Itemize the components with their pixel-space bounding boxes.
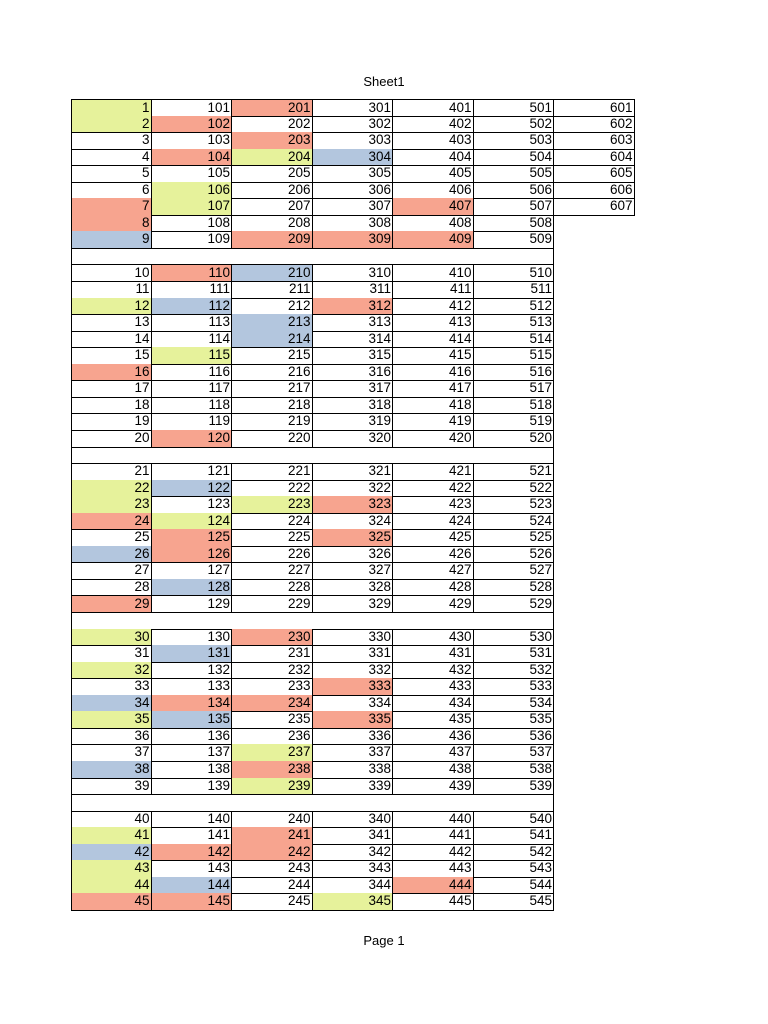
table-cell[interactable]: 118 xyxy=(152,397,233,415)
table-cell[interactable]: 534 xyxy=(474,695,555,713)
table-cell[interactable]: 28 xyxy=(71,579,152,597)
table-cell[interactable]: 241 xyxy=(232,827,313,845)
table-cell[interactable]: 320 xyxy=(313,430,394,448)
table-cell[interactable]: 17 xyxy=(71,380,152,398)
table-cell[interactable]: 30 xyxy=(71,629,152,647)
table-cell[interactable]: 45 xyxy=(71,893,152,911)
table-cell[interactable]: 24 xyxy=(71,513,152,531)
table-cell[interactable]: 43 xyxy=(71,860,152,878)
table-cell[interactable]: 413 xyxy=(393,314,474,332)
table-cell[interactable]: 535 xyxy=(474,711,555,729)
table-cell[interactable]: 132 xyxy=(152,662,233,680)
table-cell[interactable]: 525 xyxy=(474,529,555,547)
table-cell[interactable]: 416 xyxy=(393,364,474,382)
table-cell[interactable]: 543 xyxy=(474,860,555,878)
table-cell[interactable]: 134 xyxy=(152,695,233,713)
table-cell[interactable]: 321 xyxy=(313,463,394,481)
table-cell[interactable]: 342 xyxy=(313,844,394,862)
table-cell[interactable]: 201 xyxy=(232,99,313,117)
table-cell[interactable]: 436 xyxy=(393,728,474,746)
table-cell[interactable]: 19 xyxy=(71,413,152,431)
table-cell[interactable]: 522 xyxy=(474,480,555,498)
table-cell[interactable]: 430 xyxy=(393,629,474,647)
table-cell[interactable]: 110 xyxy=(152,265,233,283)
table-cell[interactable]: 126 xyxy=(152,546,233,564)
table-cell[interactable]: 113 xyxy=(152,314,233,332)
table-cell[interactable]: 111 xyxy=(152,281,233,299)
table-cell[interactable]: 530 xyxy=(474,629,555,647)
table-cell[interactable]: 230 xyxy=(232,629,313,647)
table-cell[interactable]: 308 xyxy=(313,215,394,233)
table-cell[interactable]: 123 xyxy=(152,496,233,514)
table-cell[interactable]: 325 xyxy=(313,529,394,547)
table-cell[interactable]: 408 xyxy=(393,215,474,233)
table-cell[interactable]: 304 xyxy=(313,149,394,167)
table-cell[interactable]: 245 xyxy=(232,893,313,911)
table-cell[interactable]: 142 xyxy=(152,844,233,862)
table-cell[interactable]: 419 xyxy=(393,413,474,431)
table-cell[interactable]: 214 xyxy=(232,331,313,349)
table-cell[interactable]: 34 xyxy=(71,695,152,713)
table-cell[interactable]: 131 xyxy=(152,645,233,663)
table-cell[interactable]: 103 xyxy=(152,132,233,150)
table-cell[interactable]: 31 xyxy=(71,645,152,663)
table-cell[interactable]: 10 xyxy=(71,265,152,283)
table-cell[interactable]: 405 xyxy=(393,165,474,183)
table-cell[interactable]: 602 xyxy=(554,116,635,134)
table-cell[interactable]: 41 xyxy=(71,827,152,845)
table-cell[interactable]: 237 xyxy=(232,744,313,762)
table-cell[interactable]: 127 xyxy=(152,562,233,580)
table-cell[interactable]: 16 xyxy=(71,364,152,382)
table-cell[interactable]: 27 xyxy=(71,562,152,580)
table-cell[interactable]: 541 xyxy=(474,827,555,845)
table-cell[interactable]: 125 xyxy=(152,529,233,547)
table-cell[interactable]: 310 xyxy=(313,265,394,283)
table-cell[interactable]: 244 xyxy=(232,877,313,895)
table-cell[interactable]: 205 xyxy=(232,165,313,183)
table-cell[interactable]: 301 xyxy=(313,99,394,117)
table-cell[interactable]: 335 xyxy=(313,711,394,729)
table-cell[interactable]: 219 xyxy=(232,413,313,431)
table-cell[interactable]: 29 xyxy=(71,596,152,614)
table-cell[interactable]: 305 xyxy=(313,165,394,183)
table-cell[interactable]: 130 xyxy=(152,629,233,647)
table-cell[interactable]: 314 xyxy=(313,331,394,349)
table-cell[interactable]: 209 xyxy=(232,231,313,249)
table-cell[interactable]: 39 xyxy=(71,778,152,796)
table-cell[interactable]: 322 xyxy=(313,480,394,498)
table-cell[interactable]: 3 xyxy=(71,132,152,150)
table-cell[interactable]: 5 xyxy=(71,165,152,183)
table-cell[interactable]: 6 xyxy=(71,182,152,200)
page-label: Page 1 xyxy=(363,933,405,948)
table-cell[interactable]: 317 xyxy=(313,380,394,398)
blank-row xyxy=(71,447,554,465)
table-cell[interactable]: 606 xyxy=(554,182,635,200)
table-cell[interactable]: 124 xyxy=(152,513,233,531)
table-cell[interactable]: 443 xyxy=(393,860,474,878)
table-cell[interactable]: 326 xyxy=(313,546,394,564)
table-cell[interactable]: 518 xyxy=(474,397,555,415)
table-cell[interactable]: 117 xyxy=(152,380,233,398)
table-cell[interactable]: 513 xyxy=(474,314,555,332)
table-cell[interactable]: 336 xyxy=(313,728,394,746)
table-cell[interactable]: 240 xyxy=(232,811,313,829)
blank-row xyxy=(71,794,554,812)
table-cell[interactable]: 433 xyxy=(393,678,474,696)
table-cell[interactable]: 539 xyxy=(474,778,555,796)
table-cell[interactable]: 339 xyxy=(313,778,394,796)
table-cell[interactable]: 341 xyxy=(313,827,394,845)
table-cell[interactable]: 242 xyxy=(232,844,313,862)
table-cell[interactable]: 509 xyxy=(474,231,555,249)
table-cell[interactable]: 221 xyxy=(232,463,313,481)
table-cell[interactable]: 135 xyxy=(152,711,233,729)
table-cell[interactable]: 607 xyxy=(554,198,635,216)
table-cell[interactable]: 544 xyxy=(474,877,555,895)
table-cell[interactable]: 1 xyxy=(71,99,152,117)
table-cell[interactable]: 312 xyxy=(313,298,394,316)
table-cell[interactable]: 328 xyxy=(313,579,394,597)
table-cell[interactable]: 511 xyxy=(474,281,555,299)
table-cell[interactable]: 18 xyxy=(71,397,152,415)
blank-row xyxy=(71,612,554,630)
table-cell[interactable]: 101 xyxy=(152,99,233,117)
table-cell[interactable]: 102 xyxy=(152,116,233,134)
table-cell[interactable]: 332 xyxy=(313,662,394,680)
table-cell[interactable]: 435 xyxy=(393,711,474,729)
table-cell[interactable]: 425 xyxy=(393,529,474,547)
table-cell[interactable]: 15 xyxy=(71,347,152,365)
table-cell[interactable]: 508 xyxy=(474,215,555,233)
table-cell[interactable]: 9 xyxy=(71,231,152,249)
table-cell[interactable]: 517 xyxy=(474,380,555,398)
table-cell[interactable]: 344 xyxy=(313,877,394,895)
table-cell[interactable]: 406 xyxy=(393,182,474,200)
table-cell[interactable]: 528 xyxy=(474,579,555,597)
table-cell[interactable]: 427 xyxy=(393,562,474,580)
table-cell[interactable]: 114 xyxy=(152,331,233,349)
table-cell[interactable]: 212 xyxy=(232,298,313,316)
table-cell[interactable]: 136 xyxy=(152,728,233,746)
table-cell[interactable]: 226 xyxy=(232,546,313,564)
table-cell[interactable]: 418 xyxy=(393,397,474,415)
table-cell[interactable]: 424 xyxy=(393,513,474,531)
table-cell[interactable]: 215 xyxy=(232,347,313,365)
table-cell[interactable]: 224 xyxy=(232,513,313,531)
table-cell[interactable]: 32 xyxy=(71,662,152,680)
table-cell[interactable]: 116 xyxy=(152,364,233,382)
table-cell[interactable]: 501 xyxy=(474,99,555,117)
table-cell[interactable]: 204 xyxy=(232,149,313,167)
table-cell[interactable]: 109 xyxy=(152,231,233,249)
table-cell[interactable]: 533 xyxy=(474,678,555,696)
table-cell[interactable]: 216 xyxy=(232,364,313,382)
table-cell[interactable]: 521 xyxy=(474,463,555,481)
table-cell[interactable]: 333 xyxy=(313,678,394,696)
table-cell[interactable]: 211 xyxy=(232,281,313,299)
table-cell[interactable]: 112 xyxy=(152,298,233,316)
table-cell[interactable]: 105 xyxy=(152,165,233,183)
table-cell[interactable]: 129 xyxy=(152,596,233,614)
table-cell[interactable]: 315 xyxy=(313,347,394,365)
table-cell[interactable]: 222 xyxy=(232,480,313,498)
table-cell[interactable]: 338 xyxy=(313,761,394,779)
table-cell[interactable]: 14 xyxy=(71,331,152,349)
table-cell[interactable]: 115 xyxy=(152,347,233,365)
table-cell[interactable]: 426 xyxy=(393,546,474,564)
table-cell[interactable]: 42 xyxy=(71,844,152,862)
table-cell[interactable]: 12 xyxy=(71,298,152,316)
table-cell[interactable]: 316 xyxy=(313,364,394,382)
table-cell[interactable]: 25 xyxy=(71,529,152,547)
table-cell[interactable]: 439 xyxy=(393,778,474,796)
table-cell[interactable]: 415 xyxy=(393,347,474,365)
table-cell[interactable]: 229 xyxy=(232,596,313,614)
table-cell[interactable]: 233 xyxy=(232,678,313,696)
table-cell[interactable]: 38 xyxy=(71,761,152,779)
table-cell[interactable]: 524 xyxy=(474,513,555,531)
blank-row xyxy=(71,248,554,266)
table-cell[interactable]: 504 xyxy=(474,149,555,167)
table-cell[interactable]: 334 xyxy=(313,695,394,713)
table-cell[interactable]: 133 xyxy=(152,678,233,696)
table-cell[interactable]: 210 xyxy=(232,265,313,283)
table-cell[interactable]: 40 xyxy=(71,811,152,829)
table-cell[interactable]: 414 xyxy=(393,331,474,349)
table-cell[interactable]: 434 xyxy=(393,695,474,713)
table-cell[interactable]: 432 xyxy=(393,662,474,680)
table-cell[interactable]: 302 xyxy=(313,116,394,134)
table-cell[interactable]: 529 xyxy=(474,596,555,614)
table-cell[interactable]: 423 xyxy=(393,496,474,514)
table-cell[interactable]: 526 xyxy=(474,546,555,564)
table-cell[interactable]: 605 xyxy=(554,165,635,183)
table-cell[interactable]: 44 xyxy=(71,877,152,895)
spreadsheet-grid xyxy=(71,99,635,911)
table-cell[interactable]: 421 xyxy=(393,463,474,481)
table-cell[interactable]: 4 xyxy=(71,149,152,167)
table-cell[interactable]: 431 xyxy=(393,645,474,663)
table-cell[interactable]: 537 xyxy=(474,744,555,762)
table-cell[interactable]: 243 xyxy=(232,860,313,878)
table-cell[interactable]: 407 xyxy=(393,198,474,216)
table-cell[interactable]: 516 xyxy=(474,364,555,382)
table-cell[interactable]: 120 xyxy=(152,430,233,448)
table-cell[interactable]: 319 xyxy=(313,413,394,431)
table-cell[interactable]: 515 xyxy=(474,347,555,365)
table-cell[interactable]: 2 xyxy=(71,116,152,134)
table-cell[interactable]: 538 xyxy=(474,761,555,779)
table-cell[interactable]: 410 xyxy=(393,265,474,283)
table-cell[interactable]: 106 xyxy=(152,182,233,200)
table-cell[interactable]: 33 xyxy=(71,678,152,696)
table-cell[interactable]: 519 xyxy=(474,413,555,431)
table-cell[interactable]: 411 xyxy=(393,281,474,299)
table-cell[interactable]: 329 xyxy=(313,596,394,614)
table-cell[interactable]: 514 xyxy=(474,331,555,349)
table-cell[interactable]: 327 xyxy=(313,562,394,580)
table-cell[interactable]: 429 xyxy=(393,596,474,614)
table-cell[interactable]: 208 xyxy=(232,215,313,233)
table-cell[interactable]: 601 xyxy=(554,99,635,117)
sheet-title: Sheet1 xyxy=(363,74,405,89)
table-cell[interactable]: 119 xyxy=(152,413,233,431)
table-cell[interactable]: 438 xyxy=(393,761,474,779)
table-cell[interactable]: 331 xyxy=(313,645,394,663)
table-cell[interactable]: 239 xyxy=(232,778,313,796)
table-cell[interactable]: 234 xyxy=(232,695,313,713)
table-cell[interactable]: 422 xyxy=(393,480,474,498)
table-cell[interactable]: 7 xyxy=(71,198,152,216)
table-cell[interactable]: 506 xyxy=(474,182,555,200)
table-cell[interactable]: 437 xyxy=(393,744,474,762)
table-cell[interactable]: 502 xyxy=(474,116,555,134)
table-cell[interactable]: 203 xyxy=(232,132,313,150)
table-cell[interactable]: 21 xyxy=(71,463,152,481)
table-cell[interactable]: 401 xyxy=(393,99,474,117)
table-cell[interactable]: 503 xyxy=(474,132,555,150)
table-cell[interactable]: 318 xyxy=(313,397,394,415)
table-cell[interactable]: 217 xyxy=(232,380,313,398)
table-cell[interactable]: 403 xyxy=(393,132,474,150)
table-cell[interactable]: 306 xyxy=(313,182,394,200)
table-cell[interactable]: 409 xyxy=(393,231,474,249)
table-cell[interactable]: 144 xyxy=(152,877,233,895)
table-cell[interactable]: 225 xyxy=(232,529,313,547)
table-cell[interactable]: 143 xyxy=(152,860,233,878)
table-cell[interactable]: 202 xyxy=(232,116,313,134)
table-cell[interactable]: 140 xyxy=(152,811,233,829)
table-cell[interactable]: 122 xyxy=(152,480,233,498)
table-cell[interactable]: 420 xyxy=(393,430,474,448)
table-cell[interactable]: 309 xyxy=(313,231,394,249)
table-cell[interactable]: 441 xyxy=(393,827,474,845)
table-cell[interactable]: 107 xyxy=(152,198,233,216)
table-cell[interactable]: 532 xyxy=(474,662,555,680)
table-cell[interactable]: 404 xyxy=(393,149,474,167)
table-cell[interactable]: 505 xyxy=(474,165,555,183)
table-cell[interactable]: 121 xyxy=(152,463,233,481)
table-cell[interactable]: 603 xyxy=(554,132,635,150)
table-cell[interactable]: 527 xyxy=(474,562,555,580)
table-cell[interactable]: 11 xyxy=(71,281,152,299)
table-cell[interactable]: 207 xyxy=(232,198,313,216)
table-cell[interactable]: 540 xyxy=(474,811,555,829)
table-cell[interactable]: 445 xyxy=(393,893,474,911)
table-cell[interactable]: 141 xyxy=(152,827,233,845)
table-cell[interactable]: 228 xyxy=(232,579,313,597)
table-cell[interactable]: 236 xyxy=(232,728,313,746)
table-cell[interactable]: 417 xyxy=(393,380,474,398)
table-cell[interactable]: 220 xyxy=(232,430,313,448)
table-cell[interactable]: 303 xyxy=(313,132,394,150)
table-cell[interactable]: 345 xyxy=(313,893,394,911)
table-cell[interactable]: 307 xyxy=(313,198,394,216)
table-cell[interactable]: 536 xyxy=(474,728,555,746)
table-cell[interactable]: 235 xyxy=(232,711,313,729)
table-cell[interactable]: 37 xyxy=(71,744,152,762)
table-cell[interactable]: 324 xyxy=(313,513,394,531)
table-cell[interactable]: 311 xyxy=(313,281,394,299)
table-cell[interactable]: 428 xyxy=(393,579,474,597)
table-cell[interactable]: 337 xyxy=(313,744,394,762)
table-cell[interactable]: 323 xyxy=(313,496,394,514)
table-cell[interactable]: 520 xyxy=(474,430,555,448)
table-cell[interactable]: 507 xyxy=(474,198,555,216)
table-cell[interactable]: 8 xyxy=(71,215,152,233)
table-cell[interactable]: 402 xyxy=(393,116,474,134)
table-cell[interactable]: 104 xyxy=(152,149,233,167)
table-cell[interactable]: 412 xyxy=(393,298,474,316)
table-cell[interactable]: 340 xyxy=(313,811,394,829)
table-cell[interactable]: 35 xyxy=(71,711,152,729)
table-cell[interactable]: 139 xyxy=(152,778,233,796)
table-cell[interactable]: 542 xyxy=(474,844,555,862)
table-cell[interactable]: 20 xyxy=(71,430,152,448)
table-cell[interactable]: 523 xyxy=(474,496,555,514)
table-cell[interactable]: 442 xyxy=(393,844,474,862)
table-cell[interactable]: 545 xyxy=(474,893,555,911)
table-cell[interactable]: 510 xyxy=(474,265,555,283)
table-cell[interactable]: 22 xyxy=(71,480,152,498)
table-cell[interactable]: 36 xyxy=(71,728,152,746)
table-cell[interactable]: 23 xyxy=(71,496,152,514)
table-cell[interactable]: 138 xyxy=(152,761,233,779)
table-cell[interactable]: 313 xyxy=(313,314,394,332)
table-cell[interactable]: 232 xyxy=(232,662,313,680)
table-cell[interactable]: 218 xyxy=(232,397,313,415)
table-cell[interactable]: 238 xyxy=(232,761,313,779)
table-cell[interactable]: 108 xyxy=(152,215,233,233)
table-cell[interactable]: 531 xyxy=(474,645,555,663)
table-cell[interactable]: 13 xyxy=(71,314,152,332)
table-cell[interactable]: 206 xyxy=(232,182,313,200)
table-cell[interactable]: 343 xyxy=(313,860,394,878)
table-cell[interactable]: 227 xyxy=(232,562,313,580)
table-cell[interactable]: 604 xyxy=(554,149,635,167)
table-cell[interactable]: 330 xyxy=(313,629,394,647)
table-cell[interactable]: 231 xyxy=(232,645,313,663)
table-cell[interactable]: 223 xyxy=(232,496,313,514)
table-cell[interactable]: 440 xyxy=(393,811,474,829)
table-cell[interactable]: 128 xyxy=(152,579,233,597)
table-cell[interactable]: 213 xyxy=(232,314,313,332)
table-cell[interactable]: 145 xyxy=(152,893,233,911)
table-cell[interactable]: 444 xyxy=(393,877,474,895)
table-cell[interactable]: 137 xyxy=(152,744,233,762)
table-cell[interactable]: 512 xyxy=(474,298,555,316)
table-cell[interactable]: 26 xyxy=(71,546,152,564)
